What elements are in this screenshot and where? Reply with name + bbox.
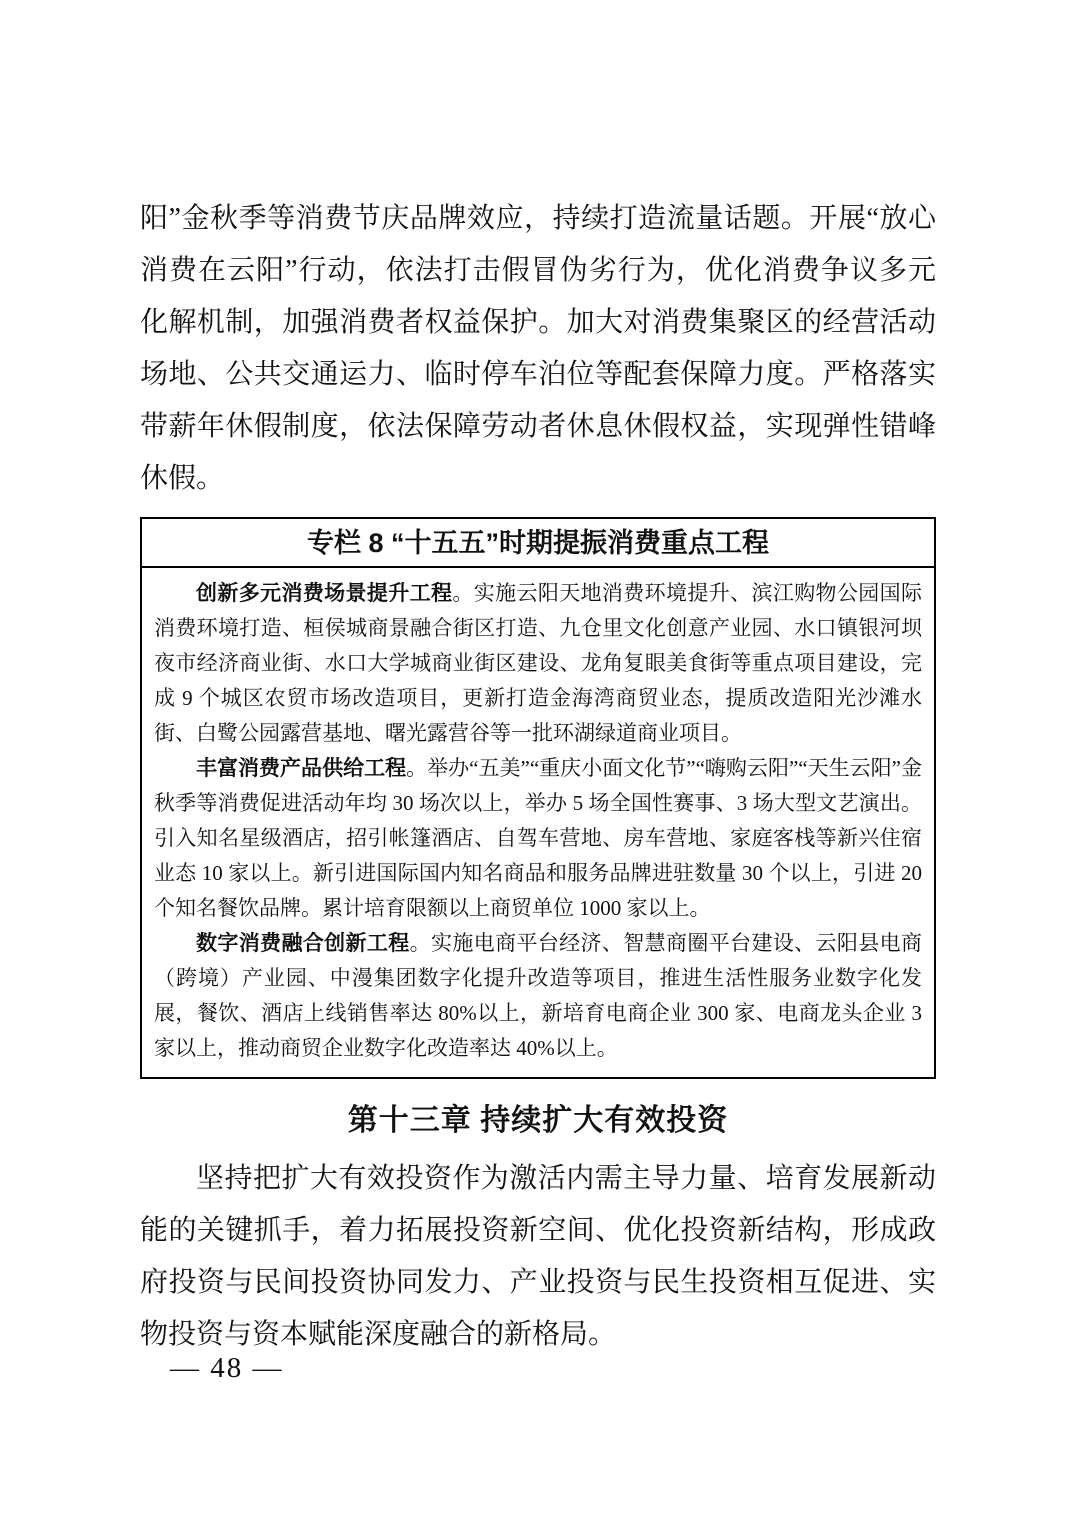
box-paragraph-2-lead: 丰富消费产品供给工程 <box>196 756 407 780</box>
box-paragraph-3-text: 。实施电商平台经济、智慧商圈平台建设、云阳县电商（跨境）产业园、中漫集团数字化提升改造等项目，推进生活性服务业数字化发展，餐饮、酒店上线销售率达 80%以上，新培育电商企业 300 家、电商龙头企业 3 家以上，推动商贸企业数字化改造率达 40%以上。 <box>154 931 923 1060</box>
chapter-paragraph: 坚持把扩大有效投资作为激活内需主导力量、培育发展新动能的关键抓手，着力拓展投资新空间、优化投资新结构，形成政府投资与民间投资协同发力、产业投资与民生投资相互促进、实物投资与资本赋能深度融合的新格局。 <box>140 1163 936 1350</box>
box-paragraph-1-lead: 创新多元消费场景提升工程 <box>196 581 453 605</box>
box-paragraph-3-lead: 数字消费融合创新工程 <box>196 931 410 955</box>
box-paragraph-2-text: 。举办“五美”“重庆小面文化节”“嗨购云阳”“天生云阳”金秋季等消费促进活动年均 30 场次以上，举办 5 场全国性赛事、3 场大型文艺演出。引入知名星级酒店，招引帐篷酒店、自驾车营地、房车营地、家庭客栈等新兴住宿业态 10 家以上。新引进国际国内知名商品和服务品牌进驻数量 30 个以上，引进 20 个知名餐饮品牌。累计培育限额以上商贸单位 1000 家以上。 <box>154 756 922 920</box>
box-paragraph-2 <box>154 751 922 926</box>
box-paragraph-1 <box>154 576 922 751</box>
intro-paragraph: 阳”金秋季等消费节庆品牌效应，持续打造流量话题。开展“放心消费在云阳”行动，依法打击假冒伪劣行为，优化消费争议多元化解机制，加强消费者权益保护。加大对消费集聚区的经营活动场地、公共交通运力、临时停车泊位等配套保障力度。严格落实带薪年休假制度，依法保障劳动者休息休假权益，实现弹性错峰休假。 <box>140 203 936 494</box>
page-number: — 48 — <box>170 1352 284 1384</box>
feature-box <box>140 517 936 1079</box>
feature-box-title: 专栏 8 “十五五”时期提振消费重点工程 <box>142 519 934 568</box>
chapter-heading: 第十三章 持续扩大有效投资 <box>347 1104 729 1137</box>
box-paragraph-3 <box>154 926 922 1066</box>
box-paragraph-1-text: 。实施云阳天地消费环境提升、滨江购物公园国际消费环境打造、桓侯城商景融合街区打造、九仓里文化创意产业园、水口镇银河坝夜市经济商业街、水口大学城商业街区建设、龙角复眼美食街等重点项目建设，完成 9 个城区农贸市场改造项目，更新打造金海湾商贸业态，提质改造阳光沙滩水街、白鹭公园露营基地、曙光露营谷等一批环湖绿道商业项目。 <box>154 581 923 745</box>
feature-box-body <box>142 568 934 1077</box>
